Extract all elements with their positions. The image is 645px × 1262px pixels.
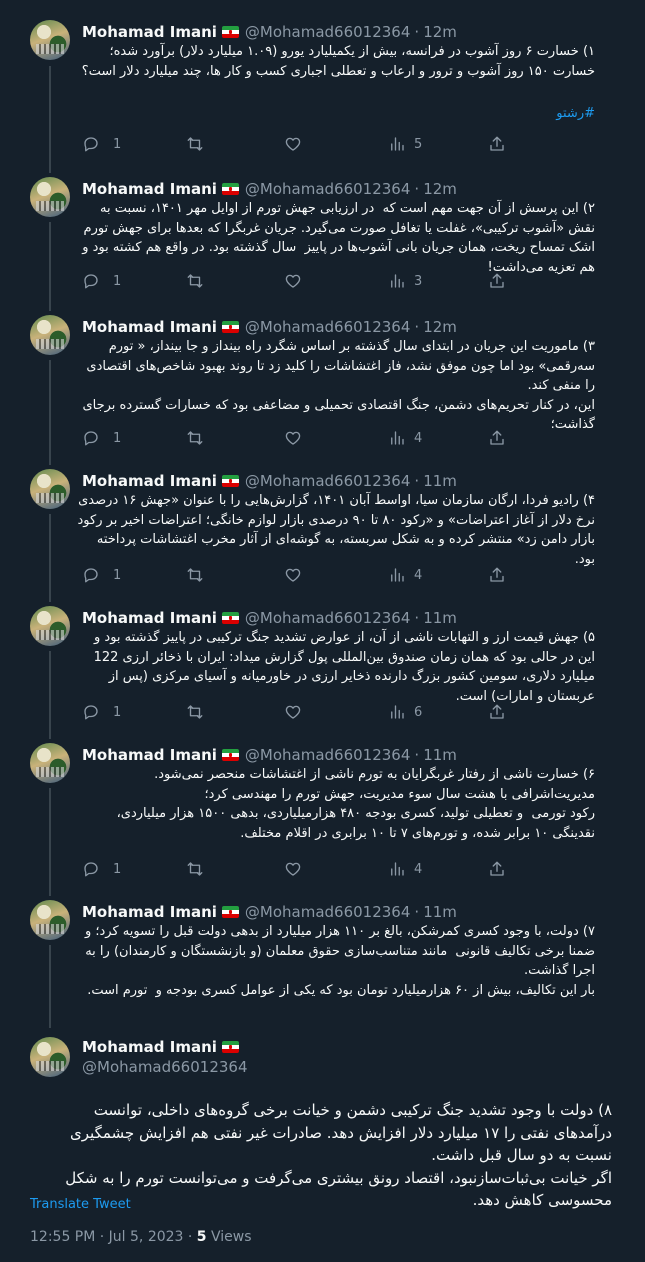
iran-flag-icon xyxy=(222,475,239,487)
views-icon xyxy=(388,429,406,447)
retweet-icon xyxy=(186,703,204,721)
tweet-text: ۴) رادیو فردا، ارگان سازمان سیا، اواسط آبان ۱۴۰۱، گزارش‌هایی را با عنوان «جهش ۱۶ درصدی نرخ دلار از آغاز اعتراضات» و «رکود ۸۰ تا ۹۰ درصدی بازار لوازم خانگی؛ اعتراضات اخیر بر رکود بازار دامن زد» منتشر کرده و به شکل سربسته، به گوشه‌ای از آثار مخرب اغتشاشات پرداخته بود. xyxy=(73,493,595,567)
iran-flag-icon xyxy=(222,321,239,333)
reply-icon xyxy=(82,703,100,721)
reply-icon xyxy=(82,272,100,290)
author-handle[interactable]: @Mohamad66012364 xyxy=(244,903,411,921)
retweet-icon xyxy=(186,429,204,447)
tweet-actions xyxy=(82,702,512,722)
share-button[interactable] xyxy=(488,859,506,879)
thread-tweet[interactable] xyxy=(0,606,645,736)
reply-button[interactable] xyxy=(82,859,121,879)
retweet-icon xyxy=(186,860,204,878)
iran-flag-icon xyxy=(222,1041,239,1053)
avatar[interactable] xyxy=(30,469,70,509)
reply-count: 1 xyxy=(113,430,122,446)
avatar[interactable] xyxy=(30,606,70,646)
author-name[interactable]: Mohamad Imani xyxy=(82,180,217,198)
reply-icon xyxy=(82,429,100,447)
thread-tweet[interactable] xyxy=(0,20,645,170)
views-button[interactable] xyxy=(388,859,422,879)
author-handle[interactable]: @Mohamad66012364 xyxy=(244,746,411,764)
separator-dot: · xyxy=(414,23,420,41)
share-icon xyxy=(488,135,506,153)
avatar[interactable] xyxy=(30,315,70,355)
tweet-actions xyxy=(82,271,512,291)
tweet-text: ۸) دولت با وجود تشدید جنگ ترکیبی دشمن و خیانت برخی گروه‌های داخلی، توانست درآمدهای نفتی را ۱۷ میلیارد دلار افزایش دهد. صادرات غیر نفتی هم افزایش چشمگیری نسبت به دو سال قبل داشت. اگر خیانت بی‌ثبات‌سازنبود، اقتصاد رونق بیشتری می‌گرفت و می‌توانست تورم را به شکل محسوسی کاهش دهد. xyxy=(65,1101,612,1209)
thread-tweet[interactable] xyxy=(0,315,645,460)
tweet-text: ۳) ماموریت این جریان در ابتدای سال گذشته بر اساس شگرد راه بینداز و جا بینداز، « تورم سه‌رقمی» بود اما چون موفق نشد، فاز اغتشاشات را کلید زد تا روند بهبود شاخص‌های اقتصادی را منفی کند. این، در کنار تحریم‌های دشمن، جنگ اقتصادی تحمیلی و مضاعفی بود که خسارات گسترده برجای گذاشت؛ xyxy=(82,339,595,432)
tweet-meta xyxy=(30,1229,252,1245)
share-icon xyxy=(488,566,506,584)
retweet-button[interactable] xyxy=(186,134,217,154)
like-button[interactable] xyxy=(284,134,315,154)
thread-tweet[interactable] xyxy=(0,743,645,893)
like-icon xyxy=(284,703,302,721)
avatar[interactable] xyxy=(30,20,70,60)
author-name[interactable]: Mohamad Imani xyxy=(82,472,217,490)
reply-count: 1 xyxy=(113,136,122,152)
views-icon xyxy=(388,135,406,153)
tweet-time[interactable]: 11m xyxy=(423,609,457,627)
tweet-header xyxy=(82,608,457,628)
views-button[interactable] xyxy=(388,565,422,585)
tweet-header xyxy=(82,1037,248,1077)
iran-flag-icon xyxy=(222,183,239,195)
views-button[interactable] xyxy=(388,271,422,291)
retweet-button[interactable] xyxy=(186,271,217,291)
avatar[interactable] xyxy=(30,177,70,217)
retweet-button[interactable] xyxy=(186,565,217,585)
separator-dot: · xyxy=(414,609,420,627)
share-button[interactable] xyxy=(488,428,506,448)
share-button[interactable] xyxy=(488,134,506,154)
iran-flag-icon xyxy=(222,612,239,624)
reply-icon xyxy=(82,566,100,584)
separator-dot: · xyxy=(414,318,420,336)
reply-button[interactable] xyxy=(82,134,121,154)
like-button[interactable] xyxy=(284,428,315,448)
tweet-time[interactable]: 11m xyxy=(423,903,457,921)
share-button[interactable] xyxy=(488,565,506,585)
reply-button[interactable] xyxy=(82,702,121,722)
separator-dot: · xyxy=(414,746,420,764)
avatar[interactable] xyxy=(30,1037,70,1077)
tweet-text: ۲) این پرسش از آن جهت مهم است که در ارزیابی جهش تورم از اوایل مهر ۱۴۰۱، نسبت به نقش «آشوب ترکیبی»، غفلت یا تغافل صورت می‌گیرد. جریان غربگرا که بعدها برای جهش تورم اشک تمساح ریخت، همان جریان بانی آشوب‌ها در پاییز سال گذشته بود. در واقع هم کشته بود و هم تعزیه می‌داشت! xyxy=(78,201,595,275)
iran-flag-icon xyxy=(222,906,239,918)
reply-button[interactable] xyxy=(82,271,121,291)
tweet-actions xyxy=(82,134,512,154)
avatar[interactable] xyxy=(30,743,70,783)
retweet-icon xyxy=(186,135,204,153)
tweet-actions xyxy=(82,428,512,448)
author-name[interactable]: Mohamad Imani xyxy=(82,1038,217,1056)
reply-count: 1 xyxy=(113,861,122,877)
views-count: 3 xyxy=(414,273,423,289)
share-button[interactable] xyxy=(488,702,506,722)
retweet-button[interactable] xyxy=(186,428,217,448)
tweet-header xyxy=(82,745,457,765)
views-icon xyxy=(388,272,406,290)
like-icon xyxy=(284,135,302,153)
reply-button[interactable] xyxy=(82,565,121,585)
like-button[interactable] xyxy=(284,702,315,722)
tweet-time[interactable]: 11m xyxy=(423,472,457,490)
reply-icon xyxy=(82,860,100,878)
author-handle[interactable]: @Mohamad66012364 xyxy=(244,318,411,336)
tweet-time[interactable]: 12m xyxy=(423,318,457,336)
views-count: 5 xyxy=(196,1229,207,1245)
tweet-header xyxy=(82,902,457,922)
author-handle[interactable]: @Mohamad66012364 xyxy=(244,609,411,627)
retweet-button[interactable] xyxy=(186,702,217,722)
author-name[interactable]: Mohamad Imani xyxy=(82,609,217,627)
thread-tweet[interactable] xyxy=(0,469,645,599)
tweet-text: ۶) خسارت ناشی از رفتار غربگرایان به تورم ناشی از اغتشاشات منحصر نمی‌شود. مدیریت‌اشرافی با هشت سال سوء مدیریت، جهش تورم را مهندسی کرد؛ رکود تورمی و تعطیلی تولید، کسری بودجه ۴۸۰ هزارمیلیاردی، بدهی ۱۵۰۰ هزار میلیاردی، نقدینگی ۱۰ برابر شده، و تورم‌های ۷ تا ۱۰ برابری در اقلام مختلف. xyxy=(116,767,595,841)
retweet-icon xyxy=(186,272,204,290)
views-count: 4 xyxy=(414,861,423,877)
iran-flag-icon xyxy=(222,26,239,38)
like-icon xyxy=(284,860,302,878)
tweet-timestamp[interactable]: 12:55 PM · Jul 5, 2023 · xyxy=(30,1229,197,1245)
thread-tweet[interactable] xyxy=(0,900,645,1025)
retweet-icon xyxy=(186,566,204,584)
author-handle[interactable]: @Mohamad66012364 xyxy=(82,1058,248,1076)
views-count: 4 xyxy=(414,430,423,446)
tweet-text: ۵) جهش قیمت ارز و التهابات ناشی از آن، از عوارض تشدید جنگ ترکیبی در پاییز گذشته بود و این در حالی بود که همان زمان صندوق بین‌المللی پول گزارش میداد: ایران با ذخائر ارزی 122 میلیارد دلاری، سومین کشور بزرگ دارنده ذخایر ارزی در خاورمیانه و آسیای مرکزی (پس از عربستان و امارات) است. xyxy=(89,630,595,704)
author-handle[interactable]: @Mohamad66012364 xyxy=(244,472,411,490)
tweet-text: ۷) دولت، با وجود کسری کمرشکن، بالغ بر ۱۱۰ هزار میلیارد از بدهی دولت قبل را تسویه کرد؛ و ضمنا برخی تکالیف قانونی مانند متناسب‌سازی حقوق معلمان (و بازنشستگان و کارمندان) را به اجرا گذاشت. بار این تکالیف، بیش از ۶۰ هزارمیلیارد تومان بود که یکی از عوامل کسری بودجه و تورم است. xyxy=(84,924,595,998)
reply-icon xyxy=(82,135,100,153)
share-icon xyxy=(488,860,506,878)
author-handle[interactable]: @Mohamad66012364 xyxy=(244,23,411,41)
reply-button[interactable] xyxy=(82,428,121,448)
author-name[interactable]: Mohamad Imani xyxy=(82,903,217,921)
share-icon xyxy=(488,703,506,721)
tweet-header xyxy=(82,317,457,337)
like-button[interactable] xyxy=(284,271,315,291)
views-count: 5 xyxy=(414,136,423,152)
views-count: 4 xyxy=(414,567,423,583)
views-button[interactable] xyxy=(388,428,422,448)
views-button[interactable] xyxy=(388,702,422,722)
separator-dot: · xyxy=(414,903,420,921)
tweet-header xyxy=(82,22,457,42)
like-icon xyxy=(284,566,302,584)
author-handle[interactable]: @Mohamad66012364 xyxy=(244,180,411,198)
translate-tweet-link[interactable]: Translate Tweet xyxy=(30,1197,131,1212)
like-button[interactable] xyxy=(284,859,315,879)
like-icon xyxy=(284,272,302,290)
tweet-actions xyxy=(82,859,512,879)
share-icon xyxy=(488,429,506,447)
views-icon xyxy=(388,703,406,721)
views-icon xyxy=(388,566,406,584)
reply-count: 1 xyxy=(113,704,122,720)
share-icon xyxy=(488,272,506,290)
tweet-time[interactable]: 11m xyxy=(423,746,457,764)
tweet-time[interactable]: 12m xyxy=(423,180,457,198)
hashtag-link[interactable]: #رشتو xyxy=(556,106,595,121)
share-button[interactable] xyxy=(488,271,506,291)
retweet-button[interactable] xyxy=(186,859,217,879)
tweet-time[interactable]: 12m xyxy=(423,23,457,41)
reply-count: 1 xyxy=(113,273,122,289)
tweet-header xyxy=(82,179,457,199)
thread-tweet[interactable] xyxy=(0,177,645,307)
iran-flag-icon xyxy=(222,749,239,761)
separator-dot: · xyxy=(414,472,420,490)
tweet-actions xyxy=(82,565,512,585)
views-count: 6 xyxy=(414,704,423,720)
tweet-header xyxy=(82,471,457,491)
avatar[interactable] xyxy=(30,900,70,940)
separator-dot: · xyxy=(414,180,420,198)
focused-tweet xyxy=(0,1037,645,1262)
views-icon xyxy=(388,860,406,878)
views-label: Views xyxy=(206,1229,252,1245)
like-button[interactable] xyxy=(284,565,315,585)
author-name[interactable]: Mohamad Imani xyxy=(82,23,217,41)
reply-count: 1 xyxy=(113,567,122,583)
views-button[interactable] xyxy=(388,134,422,154)
tweet-text: ۱) خسارت ۶ روز آشوب در فرانسه، بیش از یکمیلیارد یورو (۱.۰۹ میلیارد دلار) برآورد شده؛ خسارت ۱۵۰ روز آشوب و ترور و ارعاب و تعطلی اجباری کسب و کار ها، چند میلیارد دلار است؟ xyxy=(81,44,595,79)
author-name[interactable]: Mohamad Imani xyxy=(82,746,217,764)
like-icon xyxy=(284,429,302,447)
author-name[interactable]: Mohamad Imani xyxy=(82,318,217,336)
